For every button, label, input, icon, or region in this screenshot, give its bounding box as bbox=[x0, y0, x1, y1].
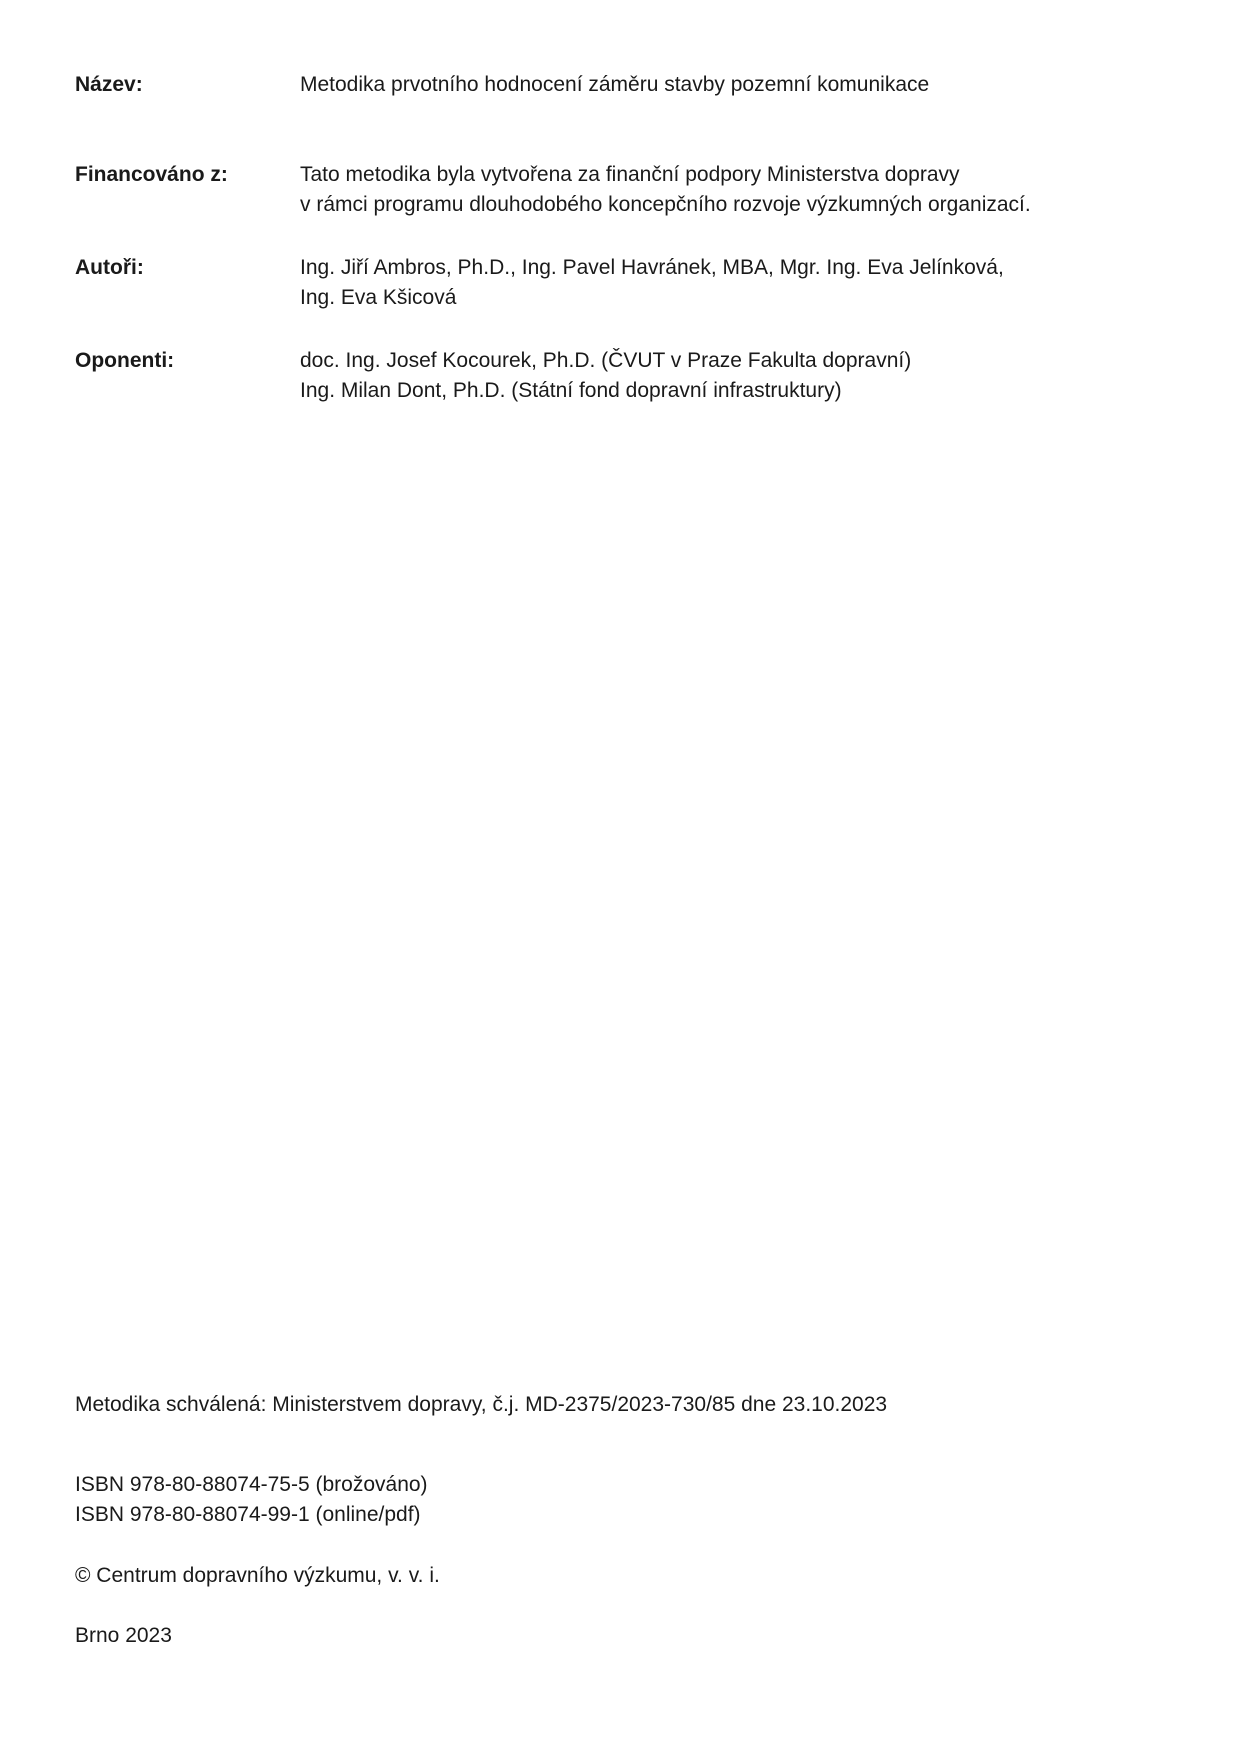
reviewers-label: Oponenti: bbox=[75, 349, 175, 372]
funding-value-line: Tato metodika byla vytvořena za finanční podpory Ministerstva dopravy bbox=[300, 163, 960, 186]
reviewers-value bbox=[300, 346, 911, 406]
reviewers-value-line: Ing. Milan Dont, Ph.D. (Státní fond dopravní infrastruktury) bbox=[300, 379, 842, 402]
title-value bbox=[300, 70, 929, 100]
authors-label: Autoři: bbox=[75, 256, 144, 279]
funding-label: Financováno z: bbox=[75, 163, 228, 186]
authors-value bbox=[300, 253, 1004, 313]
isbn-online: ISBN 978-80-88074-99-1 (online/pdf) bbox=[75, 1503, 421, 1526]
title-value-line: Metodika prvotního hodnocení záměru stavby pozemní komunikace bbox=[300, 73, 930, 96]
funding-value-line: v rámci programu dlouhodobého koncepčního rozvoje výzkumných organizací. bbox=[300, 193, 1031, 216]
place-year: Brno 2023 bbox=[75, 1624, 172, 1647]
title-label: Název: bbox=[75, 73, 143, 96]
funding-value bbox=[300, 160, 1031, 220]
approval-text: Metodika schválená: Ministerstvem dopravy, č.j. MD-2375/2023-730/85 dne 23.10.2023 bbox=[75, 1393, 888, 1416]
copyright-text: © Centrum dopravního výzkumu, v. v. i. bbox=[75, 1564, 440, 1587]
authors-value-line: Ing. Eva Kšicová bbox=[300, 286, 457, 309]
reviewers-value-line: doc. Ing. Josef Kocourek, Ph.D. (ČVUT v Praze Fakulta dopravní) bbox=[300, 349, 912, 372]
authors-value-line: Ing. Jiří Ambros, Ph.D., Ing. Pavel Havránek, MBA, Mgr. Ing. Eva Jelínková, bbox=[300, 256, 1004, 279]
isbn-print: ISBN 978-80-88074-75-5 (brožováno) bbox=[75, 1473, 428, 1496]
